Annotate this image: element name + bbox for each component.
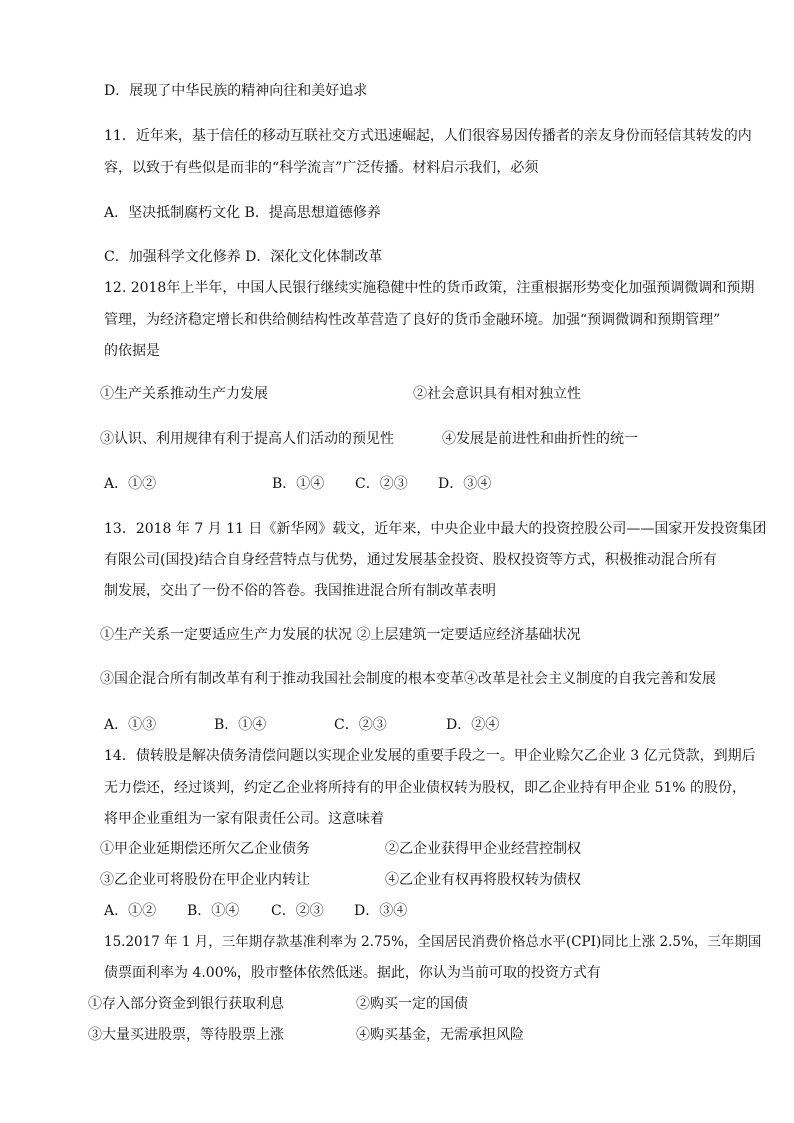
q11-stem-line-1: 11．近年来，基于信任的移动互联社交方式迅速崛起，人们很容易因传播者的亲友身份而轻信其转发的内 xyxy=(104,128,752,144)
q14-option-b: B．①④ xyxy=(187,903,240,919)
q13-option-d: D．②④ xyxy=(446,717,500,733)
q12-statement-1: ①生产关系推动生产力发展 xyxy=(100,386,268,402)
q12-stem-line-2: 管理，为经济稳定增长和供给侧结构性改革营造了良好的货币金融环境。加强“预调微调和预期管理” xyxy=(104,312,721,328)
q12-statement-3: ③认识、利用规律有利于提高人们活动的预见性 xyxy=(100,431,394,447)
q11-stem-line-2: 容，以致于有些似是而非的“科学流言”广泛传播。材料启示我们，必须 xyxy=(104,160,539,176)
q14-statement-2: ②乙企业获得甲企业经营控制权 xyxy=(385,841,581,857)
q15-stem-line-1: 15.2017 年 1 月，三年期存款基准利率为 2.75%，全国居民消费价格总水平(CPI)同比上涨 2.5%，三年期国 xyxy=(104,934,762,950)
q14-statement-3: ③乙企业可将股份在甲企业内转让 xyxy=(100,872,310,888)
q12-option-a: A．①② xyxy=(104,476,157,492)
q14-stem-line-1: 14．债转股是解决债务清偿问题以实现企业发展的重要手段之一。甲企业赊欠乙企业 3 亿元贷款，到期后 xyxy=(104,748,756,764)
q14-stem-line-2: 无力偿还，经过谈判，约定乙企业将所持有的甲企业债权转为股权，即乙企业持有甲企业 51% 的股份， xyxy=(104,780,747,796)
q14-option-c: C．②③ xyxy=(271,903,324,919)
q11-options-cd: C．加强科学文化修养 D．深化文化体制改革 xyxy=(104,249,383,265)
q14-option-a: A．①② xyxy=(104,903,157,919)
q13-statements-3-4: ③国企混合所有制改革有利于推动我国社会制度的根本变革④改革是社会主义制度的自我完善和发展 xyxy=(100,671,716,687)
q13-option-c: C．②③ xyxy=(334,717,387,733)
q14-stem-line-3: 将甲企业重组为一家有限责任公司。这意味着 xyxy=(104,811,384,827)
q15-statement-4: ④购买基金，无需承担风险 xyxy=(356,1027,524,1043)
q15-statement-2: ②购买一定的国债 xyxy=(356,996,468,1012)
q13-statements-1-2: ①生产关系一定要适应生产力发展的状况 ②上层建筑一定要适应经济基础状况 xyxy=(100,627,581,643)
q15-statement-3: ③大量买进股票，等待股票上涨 xyxy=(88,1027,284,1043)
q11-options-ab: A．坚决抵制腐朽文化 B．提高思想道德修养 xyxy=(104,205,381,221)
q15-stem-line-2: 债票面利率为 4.00%，股市整体依然低迷。据此，你认为当前可取的投资方式有 xyxy=(104,965,601,981)
q12-option-d: D．③④ xyxy=(438,476,492,492)
q12-statement-4: ④发展是前进性和曲折性的统一 xyxy=(442,431,638,447)
q12-stem-line-3: 的依据是 xyxy=(104,343,160,359)
q14-statement-1: ①甲企业延期偿还所欠乙企业债务 xyxy=(100,841,310,857)
q13-option-a: A．①③ xyxy=(104,717,157,733)
q13-option-b: B．①④ xyxy=(214,717,267,733)
q13-stem-line-3: 制发展，交出了一份不俗的答卷。我国推进混合所有制改革表明 xyxy=(104,583,496,599)
q12-option-b: B．①④ xyxy=(272,476,325,492)
q13-stem-line-1: 13．2018 年 7 月 11 日《新华网》载文，近年来，中央企业中最大的投资控股公司——国家开发投资集团 xyxy=(104,521,767,537)
q12-option-c: C．②③ xyxy=(355,476,408,492)
q12-stem-line-1: 12. 2018年上半年，中国人民银行继续实施稳健中性的货币政策，注重根据形势变化加强预调微调和预期 xyxy=(104,280,755,296)
q14-option-d: D．③④ xyxy=(354,903,408,919)
q14-statement-4: ④乙企业有权再将股权转为债权 xyxy=(385,872,581,888)
q10-option-d: D．展现了中华民族的精神向往和美好追求 xyxy=(104,83,368,99)
q13-stem-line-2: 有限公司(国投)结合自身经营特点与优势，通过发展基金投资、股权投资等方式，积极推动混合所有 xyxy=(104,552,717,568)
q15-statement-1: ①存入部分资金到银行获取利息 xyxy=(88,996,284,1012)
q12-statement-2: ②社会意识具有相对独立性 xyxy=(413,386,581,402)
